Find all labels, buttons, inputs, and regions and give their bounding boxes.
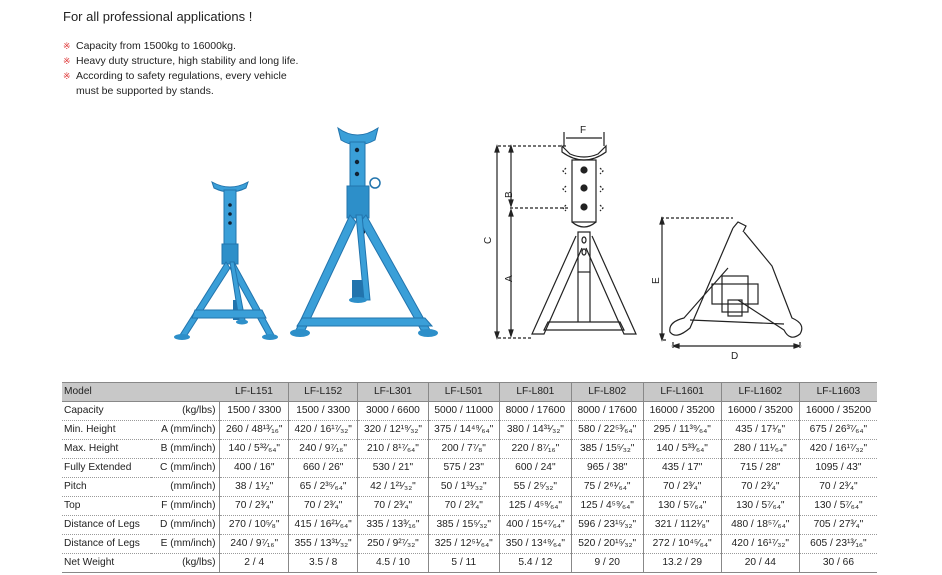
table-cell: 70 / 2³⁄₄" (358, 497, 428, 516)
row-unit: B (mm/inch) (151, 440, 220, 459)
table-cell: 2 / 4 (220, 554, 288, 573)
table-cell: 575 / 23" (428, 459, 499, 478)
dim-label-c: C (483, 236, 494, 244)
table-row (62, 554, 877, 573)
dim-label-a: A (504, 275, 515, 282)
bullet-mark-icon: ※ (63, 71, 71, 81)
table-cell: 42 / 1²¹⁄₃₂" (358, 478, 428, 497)
table-cell: 965 / 38" (571, 459, 643, 478)
header-cell: LF-L1602 (721, 383, 799, 402)
feature-text: must be supported by stands. (76, 85, 214, 97)
table-cell: 8000 / 17600 (499, 402, 571, 421)
table-cell: 1500 / 3300 (288, 402, 357, 421)
table-cell: 5000 / 11000 (428, 402, 499, 421)
table-cell: 375 / 14⁴⁹⁄₆₄" (428, 421, 499, 440)
table-cell: 715 / 28" (721, 459, 799, 478)
dim-label-f: F (580, 125, 587, 136)
table-cell: 350 / 13⁴⁹⁄₆₄" (499, 535, 571, 554)
table-row (62, 402, 877, 421)
table-cell: 240 / 9⁷⁄₁₆" (288, 440, 357, 459)
table-cell: 320 / 12¹⁹⁄₃₂" (358, 421, 428, 440)
row-unit: C (mm/inch) (151, 459, 220, 478)
spec-table (62, 382, 877, 573)
row-unit: (kg/lbs) (151, 402, 220, 421)
page-headline: For all professional applications ! (63, 9, 253, 24)
table-row (62, 497, 877, 516)
table-row (62, 516, 877, 535)
table-cell: 325 / 12⁵¹⁄₆₄" (428, 535, 499, 554)
dim-label-e: E (651, 277, 662, 284)
table-cell: 660 / 26" (288, 459, 357, 478)
table-cell: 16000 / 35200 (721, 402, 799, 421)
header-cell: LF-L501 (428, 383, 499, 402)
row-label: Top (62, 497, 151, 516)
feature-text: According to safety regulations, every vehicle (76, 70, 287, 82)
front-view-drawing (495, 132, 636, 338)
table-cell: 130 / 5⁷⁄₆₄" (799, 497, 877, 516)
table-cell: 140 / 5³³⁄₆₄" (643, 440, 721, 459)
row-unit: (mm/inch) (151, 478, 220, 497)
row-label: Distance of Legs (62, 516, 151, 535)
dim-label-b: B (504, 191, 515, 198)
table-cell: 70 / 2³⁄₄" (220, 497, 288, 516)
table-cell: 210 / 8¹⁷⁄₆₄" (358, 440, 428, 459)
table-cell: 270 / 10⁵⁄₈" (220, 516, 288, 535)
header-cell: LF-L802 (571, 383, 643, 402)
row-label: Pitch (62, 478, 151, 497)
table-cell: 420 / 16¹⁷⁄₃₂" (721, 535, 799, 554)
table-cell: 321 / 112¹⁄₈" (643, 516, 721, 535)
table-cell: 415 / 16²¹⁄₆₄" (288, 516, 357, 535)
bullet-mark-icon: ※ (63, 41, 71, 51)
table-cell: 596 / 23¹⁵⁄₃₂" (571, 516, 643, 535)
table-cell: 530 / 21" (358, 459, 428, 478)
table-cell: 220 / 8⁷⁄₁₆" (499, 440, 571, 459)
table-cell: 9 / 20 (571, 554, 643, 573)
table-cell: 30 / 66 (799, 554, 877, 573)
table-cell: 580 / 22⁵³⁄₆₄" (571, 421, 643, 440)
table-cell: 385 / 15⁵⁄₃₂" (571, 440, 643, 459)
header-cell: LF-L801 (499, 383, 571, 402)
table-cell: 675 / 26³⁷⁄₆₄" (799, 421, 877, 440)
row-unit: D (mm/inch) (151, 516, 220, 535)
table-cell: 75 / 2⁶¹⁄₆₄" (571, 478, 643, 497)
table-cell: 140 / 5³²⁄₆₄" (220, 440, 288, 459)
table-cell: 480 / 18⁵⁷⁄₆₄" (721, 516, 799, 535)
table-cell: 520 / 20¹⁵⁄₃₂" (571, 535, 643, 554)
table-cell: 250 / 9²⁷⁄₃₂" (358, 535, 428, 554)
table-row (62, 478, 877, 497)
header-cell: LF-L152 (288, 383, 357, 402)
table-cell: 5 / 11 (428, 554, 499, 573)
table-cell: 295 / 11³⁹⁄₆₄" (643, 421, 721, 440)
table-cell: 70 / 2³⁄₄" (799, 478, 877, 497)
header-cell: LF-L151 (220, 383, 288, 402)
table-cell: 65 / 2³⁵⁄₆₄" (288, 478, 357, 497)
table-cell: 16000 / 35200 (643, 402, 721, 421)
table-body (62, 402, 877, 573)
table-cell: 8000 / 17600 (571, 402, 643, 421)
table-cell: 130 / 5⁷⁄₆₄" (643, 497, 721, 516)
table-cell: 55 / 2⁵⁄₃₂" (499, 478, 571, 497)
table-cell: 420 / 16¹⁷⁄₃₂" (799, 440, 877, 459)
table-cell: 125 / 4⁵⁹⁄₆₄" (499, 497, 571, 516)
table-cell: 125 / 4⁵⁹⁄₆₄" (571, 497, 643, 516)
header-cell: LF-L1601 (643, 383, 721, 402)
table-cell: 4.5 / 10 (358, 554, 428, 573)
small-stand-photo (174, 182, 278, 340)
table-cell: 70 / 2³⁄₄" (721, 478, 799, 497)
table-cell: 385 / 15⁵⁄₃₂" (428, 516, 499, 535)
table-row (62, 421, 877, 440)
table-cell: 13.2 / 29 (643, 554, 721, 573)
row-unit: E (mm/inch) (151, 535, 220, 554)
table-cell: 130 / 5⁷⁄₆₄" (721, 497, 799, 516)
large-stand-photo (290, 128, 438, 337)
table-cell: 605 / 23¹³⁄₁₆" (799, 535, 877, 554)
table-cell: 16000 / 35200 (799, 402, 877, 421)
table-cell: 240 / 9⁷⁄₁₆" (220, 535, 288, 554)
row-unit: A (mm/inch) (151, 421, 220, 440)
row-label: Fully Extended (62, 459, 151, 478)
table-cell: 70 / 2³⁄₄" (643, 478, 721, 497)
table-cell: 335 / 13³⁄₁₆" (358, 516, 428, 535)
top-view-drawing (660, 218, 802, 348)
table-cell: 380 / 14³¹⁄₃₂" (499, 421, 571, 440)
table-cell: 435 / 17¹⁄₈" (721, 421, 799, 440)
table-cell: 705 / 27³⁄₄" (799, 516, 877, 535)
table-cell: 200 / 7⁷⁄₈" (428, 440, 499, 459)
row-label: Distance of Legs (62, 535, 151, 554)
header-cell: LF-L301 (358, 383, 428, 402)
table-row (62, 535, 877, 554)
table-cell: 272 / 10⁴⁵⁄₆₄" (643, 535, 721, 554)
row-label: Min. Height (62, 421, 151, 440)
table-cell: 260 / 48¹³⁄₁₆" (220, 421, 288, 440)
row-label: Max. Height (62, 440, 151, 459)
table-cell: 355 / 13³¹⁄₃₂" (288, 535, 357, 554)
dim-label-d: D (731, 351, 739, 362)
table-cell: 435 / 17" (643, 459, 721, 478)
feature-text: Capacity from 1500kg to 16000kg. (76, 40, 236, 52)
table-cell: 3000 / 6600 (358, 402, 428, 421)
row-label: Net Weight (62, 554, 151, 573)
table-row (62, 440, 877, 459)
table-cell: 5.4 / 12 (499, 554, 571, 573)
row-unit: (kg/lbs) (151, 554, 220, 573)
header-cell: LF-L1603 (799, 383, 877, 402)
table-header-row (62, 383, 877, 402)
table-cell: 70 / 2³⁄₄" (428, 497, 499, 516)
table-cell: 50 / 1³¹⁄₃₂" (428, 478, 499, 497)
table-cell: 1500 / 3300 (220, 402, 288, 421)
table-cell: 1095 / 43" (799, 459, 877, 478)
table-cell: 400 / 15⁴⁷⁄₆₄" (499, 516, 571, 535)
header-cell-model: Model (62, 383, 220, 402)
bullet-mark-icon: ※ (63, 56, 71, 66)
table-cell: 20 / 44 (721, 554, 799, 573)
table-cell: 70 / 2³⁄₄" (288, 497, 357, 516)
feature-text: Heavy duty structure, high stability and long life. (76, 55, 299, 67)
table-cell: 3.5 / 8 (288, 554, 357, 573)
table-cell: 400 / 16" (220, 459, 288, 478)
row-label: Capacity (62, 402, 151, 421)
table-cell: 38 / 1¹⁄₂" (220, 478, 288, 497)
table-cell: 600 / 24" (499, 459, 571, 478)
table-row (62, 459, 877, 478)
table-cell: 420 / 16¹⁷⁄₃₂" (288, 421, 357, 440)
row-unit: F (mm/inch) (151, 497, 220, 516)
table-cell: 280 / 11¹⁄₆₄" (721, 440, 799, 459)
